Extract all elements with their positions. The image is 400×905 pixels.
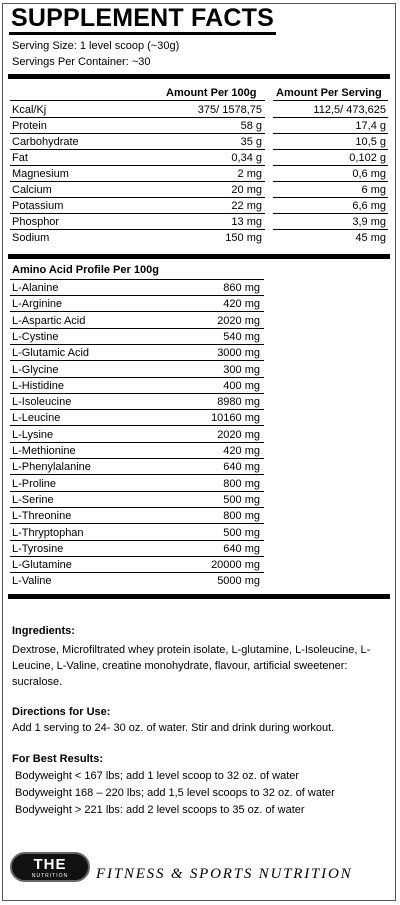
table-row <box>10 214 388 230</box>
table-row <box>10 102 388 118</box>
bottom-divider <box>8 594 390 599</box>
results-line: Bodyweight 168 – 220 lbs; add 1,5 level scoops to 32 oz. of water <box>15 787 335 799</box>
table-row <box>10 150 388 166</box>
table-row <box>10 394 264 410</box>
nutrient-per-serving: 0,102 g <box>349 152 386 164</box>
amino-value: 300 mg <box>223 363 260 376</box>
amino-value: 8980 mg <box>217 396 260 409</box>
table-row <box>10 329 264 345</box>
results-line: Bodyweight < 167 lbs; add 1 level scoop to 32 oz. of water <box>15 770 300 782</box>
table-row <box>10 427 264 443</box>
directions-heading: Directions for Use: <box>12 706 111 718</box>
table-row <box>10 508 264 524</box>
amino-value: 5000 mg <box>217 575 260 588</box>
amino-name: L-Leucine <box>12 412 61 425</box>
amino-value: 640 mg <box>223 461 260 474</box>
amino-name: L-Glycine <box>12 363 59 376</box>
amino-name: L-Phenylalanine <box>12 461 91 474</box>
amino-name: L-Threonine <box>12 510 72 523</box>
ingredients-heading: Ingredients: <box>12 625 75 637</box>
logo-main-text: THE <box>33 856 67 873</box>
table-row <box>10 573 264 589</box>
amino-name: L-Proline <box>12 477 57 490</box>
nutrient-name: Sodium <box>12 232 50 244</box>
nutrient-per-100g: 13 mg <box>231 216 262 228</box>
nutrient-per-serving: 112,5/ 473,625 <box>313 104 386 116</box>
nutrient-per-serving: 17,4 g <box>355 120 386 132</box>
nutrient-per-100g: 58 g <box>240 120 262 132</box>
amino-value: 400 mg <box>223 379 260 392</box>
nutrient-per-100g: 375/ 1578,75 <box>197 104 262 116</box>
header-rule-left <box>10 100 265 101</box>
page-title: SUPPLEMENT FACTS <box>11 4 274 32</box>
amino-value: 860 mg <box>223 282 260 294</box>
table-row <box>10 134 388 150</box>
nutrient-name: Calcium <box>12 184 52 196</box>
table-row <box>10 118 388 134</box>
nutrient-name: Protein <box>12 120 47 132</box>
nutrient-per-serving: 3,9 mg <box>352 216 386 228</box>
table-row <box>10 378 264 394</box>
table-row <box>10 525 264 541</box>
brand-logo <box>10 852 90 882</box>
nutrient-per-serving: 6 mg <box>361 184 386 196</box>
nutrient-per-100g: 35 g <box>240 136 262 148</box>
amino-value: 20000 mg <box>211 559 260 572</box>
nutrient-per-100g: 20 mg <box>231 184 262 196</box>
nutrient-name: Kcal/Kj <box>12 104 47 116</box>
amino-value: 10160 mg <box>211 412 260 425</box>
amino-value: 420 mg <box>223 445 260 457</box>
nutrient-per-serving: 0,6 mg <box>352 168 386 180</box>
amino-name: L-Tyrosine <box>12 542 64 555</box>
amino-name: L-Isoleucine <box>12 396 72 409</box>
nutrient-per-100g: 150 mg <box>225 232 262 244</box>
amino-value: 500 mg <box>223 526 260 539</box>
amino-value: 2020 mg <box>217 428 260 441</box>
nutrient-per-serving: 45 mg <box>355 232 386 244</box>
table-row <box>10 280 264 296</box>
table-row <box>10 410 264 426</box>
table-row <box>10 313 264 329</box>
table-row <box>10 557 264 573</box>
table-row <box>10 198 388 214</box>
amino-value: 640 mg <box>223 542 260 555</box>
table-row <box>10 182 388 198</box>
title-underline <box>9 32 276 35</box>
table-row <box>10 230 388 246</box>
table-row <box>10 492 264 508</box>
amino-value: 800 mg <box>223 477 260 490</box>
brand-tagline: FITNESS & SPORTS NUTRITION <box>96 866 353 882</box>
results-line: Bodyweight > 221 lbs: add 2 level scoops to 35 oz. of water <box>15 804 305 816</box>
nutrient-name: Phosphor <box>12 216 60 228</box>
nutrient-per-100g: 2 mg <box>237 168 262 180</box>
table-row <box>10 296 264 312</box>
amino-value: 420 mg <box>223 298 260 311</box>
amino-value: 3000 mg <box>217 347 260 360</box>
amino-name: L-Glutamine <box>12 559 72 572</box>
amino-name: L-Lysine <box>12 428 54 441</box>
nutrient-per-serving: 10,5 g <box>355 136 386 148</box>
nutrient-per-serving: 6,6 mg <box>352 200 386 212</box>
amino-name: L-Alanine <box>12 282 59 294</box>
directions-text: Add 1 serving to 24- 30 oz. of water. Stir and drink during workout. <box>12 722 335 734</box>
servings-per-container: Servings Per Container: ~30 <box>12 56 151 68</box>
logo-sub-text: NUTRITION <box>31 873 69 879</box>
amino-name: L-Glutamic Acid <box>12 347 90 360</box>
amino-value: 800 mg <box>223 510 260 523</box>
amino-name: L-Methionine <box>12 445 76 457</box>
table-row <box>10 362 264 378</box>
amino-name: L-Cystine <box>12 330 59 343</box>
amino-name: L-Aspartic Acid <box>12 314 86 327</box>
amino-name: L-Serine <box>12 493 54 506</box>
header-per-serving: Amount Per Serving <box>276 87 382 99</box>
nutrient-name: Fat <box>12 152 28 164</box>
table-row <box>10 345 264 361</box>
amino-name: L-Valine <box>12 575 52 588</box>
amino-value: 500 mg <box>223 493 260 506</box>
nutrient-per-100g: 22 mg <box>231 200 262 212</box>
amino-name: L-Thryptophan <box>12 526 84 539</box>
amino-name: L-Arginine <box>12 298 63 311</box>
header-per-100g: Amount Per 100g <box>166 87 257 99</box>
table-row <box>10 459 264 475</box>
ingredients-text: Dextrose, Microfiltrated whey protein isolate, L-glutamine, L-Isoleucine, L-Leucine, L-Valine, creatine monohydrate, flavour, artificial sweetener: sucralose. <box>12 644 371 688</box>
serving-size: Serving Size: 1 level scoop (~30g) <box>12 40 180 52</box>
table-row <box>10 166 388 182</box>
amino-name: L-Histidine <box>12 379 64 392</box>
amino-header: Amino Acid Profile Per 100g <box>12 264 159 276</box>
amino-value: 540 mg <box>223 330 260 343</box>
top-divider <box>8 74 390 79</box>
header-rule-right <box>273 100 388 101</box>
nutrient-name: Carbohydrate <box>12 136 79 148</box>
nutrient-per-100g: 0,34 g <box>231 152 262 164</box>
results-heading: For Best Results: <box>12 753 104 765</box>
amino-value: 2020 mg <box>217 314 260 327</box>
nutrient-name: Magnesium <box>12 168 69 180</box>
middle-divider <box>8 254 390 259</box>
table-row <box>10 541 264 557</box>
nutrient-name: Potassium <box>12 200 64 212</box>
table-row <box>10 476 264 492</box>
table-row <box>10 443 264 459</box>
